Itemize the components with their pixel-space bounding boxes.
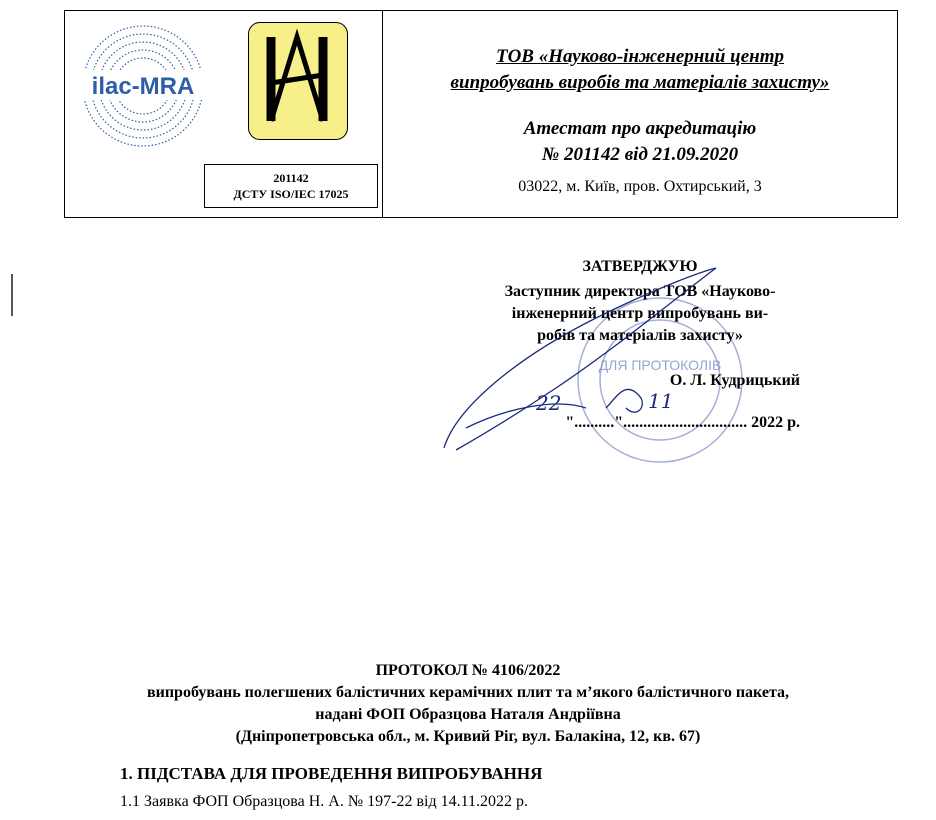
protocol-number: ПРОТОКОЛ № 4106/2022 — [375, 662, 561, 679]
organization-name-line1: ТОВ «Науково-інженерний центр — [495, 46, 785, 67]
nia-logo — [248, 22, 348, 140]
handwritten-day: 22 — [536, 391, 562, 415]
stamp-text: ДЛЯ ПРОТОКОЛІВ — [598, 357, 722, 373]
approver-position-line1: Заступник директора ТОВ «Науково- — [504, 283, 776, 300]
accreditation-badge — [204, 164, 378, 208]
ilac-mra-logo — [68, 18, 218, 158]
header-divider — [382, 10, 383, 218]
margin-mark — [11, 274, 13, 316]
approver-name: О. Л. Кудрицький — [669, 372, 800, 389]
protocol-subject: випробувань полегшених балістичних керамічних плит та м’якого балістичного пакета, — [146, 684, 790, 701]
protocol-applicant: надані ФОП Образцова Наталя Андріївна — [315, 706, 621, 723]
approver-position-line2: інженерний центр випробувань ви- — [511, 305, 769, 322]
ilac-logo-text: ilac-MRA — [91, 73, 195, 100]
protocol-applicant-address: (Дніпропетровська обл., м. Кривий Ріг, вул. Балакіна, 12, кв. 67) — [235, 728, 701, 745]
handwritten-month: 11 — [648, 389, 674, 413]
approval-heading: ЗАТВЕРДЖУЮ — [582, 258, 698, 275]
accreditation-standard: ДСТУ ISO/IEC 17025 — [233, 187, 349, 201]
certificate-title: Атестат про акредитацію — [523, 118, 757, 139]
certificate-number: № 201142 від 21.09.2020 — [541, 144, 739, 165]
section-1-heading: 1. ПІДСТАВА ДЛЯ ПРОВЕДЕННЯ ВИПРОБУВАННЯ — [120, 764, 543, 783]
organization-address: 03022, м. Київ, пров. Охтирський, 3 — [518, 178, 762, 195]
signature — [426, 258, 756, 458]
approval-date: ".........."............................... 2022 р. — [565, 414, 800, 431]
organization-name-line2: випробувань виробів та матеріалів захисту» — [450, 72, 830, 93]
approver-position-line3: робів та матеріалів захисту» — [537, 327, 743, 344]
section-1-item-1: 1.1 Заявка ФОП Образцова Н. А. № 197-22 від 14.11.2022 р. — [120, 793, 528, 810]
accreditation-number: 201142 — [273, 171, 309, 185]
